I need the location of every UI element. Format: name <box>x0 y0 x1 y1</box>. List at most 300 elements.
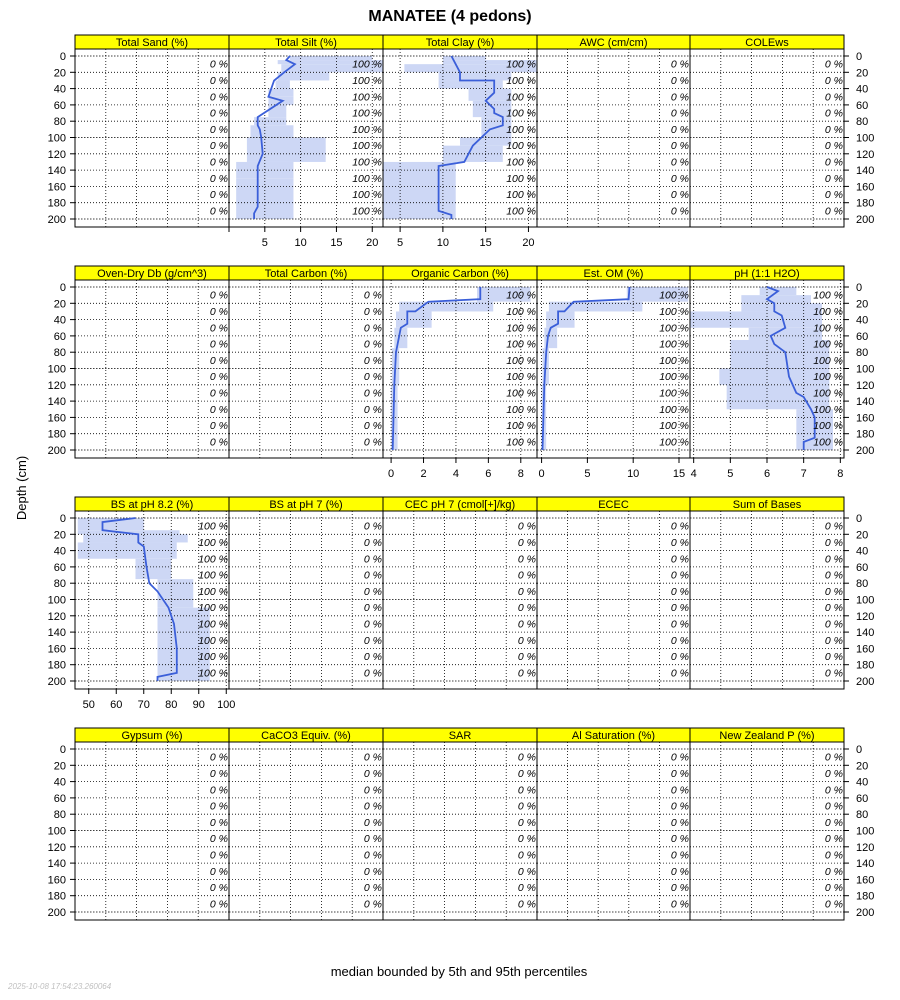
pct-label: 100 % <box>506 107 536 120</box>
chart-title: MANATEE (4 pedons) <box>368 8 532 25</box>
percentile-band <box>276 80 290 88</box>
pct-label: 0 % <box>209 205 228 218</box>
pct-label: 0 % <box>824 107 843 120</box>
panel-strip-label: Total Clay (%) <box>425 37 495 49</box>
x-tick-label: 15 <box>330 237 343 249</box>
panel-frame <box>75 49 229 227</box>
panel-frame <box>383 511 537 689</box>
depth-tick-label: 100 <box>47 363 66 376</box>
pct-label: 0 % <box>209 833 228 846</box>
pct-label: 0 % <box>824 585 843 598</box>
percentile-band <box>443 56 486 60</box>
pct-label: 0 % <box>363 305 382 318</box>
x-tick-label: 4 <box>452 468 460 480</box>
panel-frame <box>229 742 383 920</box>
pct-label: 0 % <box>670 536 689 549</box>
pct-label: 0 % <box>363 354 382 367</box>
depth-tick-label: 100 <box>47 594 66 607</box>
pct-label: 0 % <box>209 338 228 351</box>
panel-4 <box>690 35 874 227</box>
pct-label: 0 % <box>824 172 843 185</box>
depth-tick-label: 180 <box>47 659 66 672</box>
pct-label: 100 % <box>659 305 689 318</box>
pct-label: 0 % <box>824 74 843 87</box>
x-tick-label: 60 <box>110 699 123 711</box>
depth-tick-label: 140 <box>47 396 66 409</box>
pct-label: 0 % <box>670 784 689 797</box>
pct-label: 0 % <box>363 569 382 582</box>
pct-label: 0 % <box>670 898 689 911</box>
pct-label: 0 % <box>363 849 382 862</box>
percentile-band <box>741 295 811 303</box>
x-tick-label: 5 <box>261 237 268 249</box>
pct-label: 100 % <box>198 585 228 598</box>
depth-tick-label: 100 <box>856 363 875 376</box>
x-tick-label: 8 <box>837 468 844 480</box>
depth-tick-label: 80 <box>856 347 869 360</box>
pct-label: 0 % <box>824 602 843 615</box>
pct-label: 100 % <box>813 403 843 416</box>
panel-strip-label: CaCO3 Equiv. (%) <box>261 730 351 742</box>
panel-frame <box>537 742 690 920</box>
percentile-band <box>268 89 293 97</box>
pct-label: 100 % <box>506 403 536 416</box>
depth-tick-label: 80 <box>856 809 869 822</box>
pct-label: 0 % <box>209 289 228 302</box>
depth-tick-label: 140 <box>47 165 66 178</box>
pct-label: 0 % <box>824 651 843 664</box>
pct-label: 0 % <box>363 602 382 615</box>
depth-tick-label: 140 <box>856 396 875 409</box>
pct-label: 100 % <box>506 420 536 433</box>
pct-label: 0 % <box>670 123 689 136</box>
pct-label: 100 % <box>506 58 536 71</box>
pct-label: 100 % <box>659 436 689 449</box>
x-tick-label: 4 <box>690 468 697 480</box>
depth-tick-label: 160 <box>856 412 875 425</box>
pct-label: 0 % <box>517 800 536 813</box>
percentile-band <box>741 303 822 311</box>
depth-tick-label: 140 <box>47 858 66 871</box>
pct-label: 100 % <box>352 123 382 136</box>
pct-label: 0 % <box>209 816 228 829</box>
depth-tick-label: 120 <box>856 610 875 623</box>
depth-tick-label: 80 <box>53 347 66 360</box>
pct-label: 100 % <box>506 387 536 400</box>
pct-label: 0 % <box>670 520 689 533</box>
pct-label: 0 % <box>670 833 689 846</box>
panel-17 <box>383 728 537 920</box>
x-tick-label: 7 <box>800 468 807 480</box>
depth-tick-label: 20 <box>53 67 66 80</box>
depth-tick-label: 140 <box>856 627 875 640</box>
pct-label: 0 % <box>824 520 843 533</box>
pct-label: 0 % <box>363 751 382 764</box>
percentile-band <box>83 534 188 542</box>
pct-label: 0 % <box>209 800 228 813</box>
panel-strip-label: Est. OM (%) <box>583 268 644 280</box>
pct-label: 100 % <box>352 189 382 202</box>
pct-label: 0 % <box>824 618 843 631</box>
depth-tick-label: 40 <box>856 83 869 96</box>
depth-tick-label: 120 <box>856 841 875 854</box>
pct-label: 0 % <box>824 569 843 582</box>
depth-tick-label: 160 <box>856 181 875 194</box>
panel-strip-label: New Zealand P (%) <box>719 730 815 742</box>
panel-19 <box>690 728 874 920</box>
x-tick-label: 10 <box>627 468 640 480</box>
pct-label: 0 % <box>824 156 843 169</box>
pct-label: 0 % <box>209 74 228 87</box>
pct-label: 100 % <box>198 618 228 631</box>
panel-strip-label: SAR <box>448 730 472 742</box>
x-tick-label: 20 <box>366 237 379 249</box>
panel-frame <box>75 280 229 458</box>
depth-tick-label: 60 <box>856 330 869 343</box>
pct-label: 0 % <box>209 751 228 764</box>
pct-label: 0 % <box>363 634 382 647</box>
pct-label: 0 % <box>824 882 843 895</box>
pct-label: 0 % <box>824 800 843 813</box>
x-tick-label: 5 <box>584 468 591 480</box>
pct-label: 0 % <box>517 816 536 829</box>
pct-label: 0 % <box>670 634 689 647</box>
pct-label: 100 % <box>198 602 228 615</box>
pct-label: 0 % <box>363 833 382 846</box>
panel-frame <box>383 742 537 920</box>
depth-tick-label: 140 <box>47 627 66 640</box>
depth-tick-label: 180 <box>856 428 875 441</box>
percentile-band <box>136 559 172 579</box>
panel-strip-label: Gypsum (%) <box>121 730 183 742</box>
percentile-band <box>278 72 330 80</box>
pct-label: 100 % <box>506 140 536 153</box>
pct-label: 100 % <box>506 371 536 384</box>
x-tick-label: 70 <box>137 699 150 711</box>
panel-frame <box>229 511 383 689</box>
panel-12 <box>383 497 537 689</box>
percentile-band <box>254 117 286 125</box>
pct-label: 0 % <box>209 898 228 911</box>
depth-tick-label: 0 <box>59 744 66 756</box>
depth-tick-label: 180 <box>856 890 875 903</box>
pct-label: 0 % <box>363 898 382 911</box>
pct-label: 0 % <box>670 882 689 895</box>
depth-tick-label: 200 <box>856 445 875 457</box>
pct-label: 0 % <box>670 156 689 169</box>
panel-15 <box>48 728 229 920</box>
panel-strip-label: COLEws <box>745 37 789 49</box>
panel-11 <box>229 497 383 689</box>
pct-label: 0 % <box>363 420 382 433</box>
pct-label: 0 % <box>209 123 228 136</box>
panel-8 <box>537 266 690 480</box>
depth-tick-label: 160 <box>47 181 66 194</box>
pct-label: 0 % <box>670 800 689 813</box>
depth-tick-label: 0 <box>856 51 863 63</box>
depth-tick-label: 120 <box>856 379 875 392</box>
pct-label: 100 % <box>813 371 843 384</box>
pct-label: 0 % <box>363 536 382 549</box>
pct-label: 0 % <box>517 784 536 797</box>
pct-label: 0 % <box>824 816 843 829</box>
depth-tick-label: 100 <box>47 132 66 145</box>
x-tick-label: 6 <box>763 468 771 480</box>
pct-label: 0 % <box>363 338 382 351</box>
panel-16 <box>229 728 383 920</box>
pct-label: 0 % <box>824 123 843 136</box>
panel-strip-label: Sum of Bases <box>732 499 802 511</box>
pct-label: 0 % <box>824 140 843 153</box>
pct-label: 0 % <box>824 553 843 566</box>
pct-label: 0 % <box>824 205 843 218</box>
panel-frame <box>690 511 844 689</box>
depth-tick-label: 100 <box>47 825 66 838</box>
pct-label: 0 % <box>517 898 536 911</box>
pct-label: 0 % <box>517 520 536 533</box>
pct-label: 100 % <box>813 387 843 400</box>
x-tick-label: 8 <box>517 468 524 480</box>
percentile-band <box>549 302 642 312</box>
pct-label: 0 % <box>209 371 228 384</box>
pct-label: 0 % <box>209 849 228 862</box>
depth-tick-label: 180 <box>47 197 66 210</box>
pct-label: 0 % <box>824 58 843 71</box>
percentile-band <box>439 72 512 80</box>
pct-label: 0 % <box>363 667 382 680</box>
pct-label: 0 % <box>209 354 228 367</box>
pct-label: 0 % <box>670 553 689 566</box>
pct-label: 0 % <box>670 767 689 780</box>
depth-tick-label: 0 <box>59 282 66 294</box>
depth-tick-label: 140 <box>856 165 875 178</box>
depth-tick-label: 20 <box>53 760 66 773</box>
pct-label: 100 % <box>506 74 536 87</box>
depth-tick-label: 100 <box>856 594 875 607</box>
depth-tick-label: 160 <box>856 643 875 656</box>
pct-label: 0 % <box>209 865 228 878</box>
pct-label: 0 % <box>824 767 843 780</box>
pct-label: 0 % <box>670 585 689 598</box>
depth-tick-label: 60 <box>53 792 66 805</box>
pct-label: 0 % <box>824 189 843 202</box>
depth-tick-label: 80 <box>53 578 66 591</box>
panel-strip-label: pH (1:1 H2O) <box>734 268 800 280</box>
panel-frame <box>229 280 383 458</box>
pct-label: 0 % <box>670 865 689 878</box>
pct-label: 0 % <box>517 585 536 598</box>
panel-strip-label: Total Sand (%) <box>115 37 189 49</box>
pct-label: 100 % <box>198 553 228 566</box>
x-tick-label: 20 <box>522 237 535 249</box>
percentile-band <box>383 162 456 219</box>
pct-label: 0 % <box>363 322 382 335</box>
pct-label: 100 % <box>659 420 689 433</box>
depth-tick-label: 200 <box>47 907 66 919</box>
pct-label: 0 % <box>670 140 689 153</box>
depth-tick-label: 40 <box>53 314 66 327</box>
depth-tick-label: 180 <box>47 428 66 441</box>
percentile-band <box>78 518 144 530</box>
pct-label: 0 % <box>209 882 228 895</box>
pct-label: 0 % <box>363 784 382 797</box>
pct-label: 100 % <box>659 403 689 416</box>
depth-tick-label: 20 <box>53 529 66 542</box>
pct-label: 0 % <box>209 172 228 185</box>
depth-tick-label: 20 <box>856 529 869 542</box>
depth-tick-label: 80 <box>856 578 869 591</box>
pct-label: 0 % <box>363 553 382 566</box>
pct-label: 0 % <box>824 634 843 647</box>
panel-9 <box>690 266 874 480</box>
pct-label: 100 % <box>198 536 228 549</box>
pct-label: 0 % <box>824 849 843 862</box>
pct-label: 0 % <box>824 833 843 846</box>
depth-tick-label: 80 <box>53 116 66 129</box>
panel-3 <box>537 35 690 227</box>
pct-label: 100 % <box>506 172 536 185</box>
pct-label: 100 % <box>352 156 382 169</box>
depth-tick-label: 40 <box>856 545 869 558</box>
pct-label: 100 % <box>352 107 382 120</box>
pct-label: 100 % <box>352 140 382 153</box>
depth-tick-label: 20 <box>53 298 66 311</box>
x-tick-label: 10 <box>294 237 307 249</box>
depth-tick-label: 200 <box>47 445 66 457</box>
panel-strip-label: AWC (cm/cm) <box>579 37 648 49</box>
pct-label: 0 % <box>670 816 689 829</box>
pct-label: 0 % <box>209 767 228 780</box>
percentile-band <box>749 328 822 340</box>
pct-label: 0 % <box>824 751 843 764</box>
pct-label: 0 % <box>517 865 536 878</box>
depth-tick-label: 0 <box>59 513 66 525</box>
pct-label: 0 % <box>363 371 382 384</box>
pct-label: 0 % <box>209 189 228 202</box>
pct-label: 100 % <box>506 205 536 218</box>
pct-label: 0 % <box>517 602 536 615</box>
pct-label: 0 % <box>363 816 382 829</box>
x-tick-label: 100 <box>217 699 236 711</box>
percentile-band <box>443 146 503 162</box>
pct-label: 0 % <box>670 569 689 582</box>
depth-tick-label: 60 <box>856 99 869 112</box>
pct-label: 0 % <box>363 651 382 664</box>
pct-label: 0 % <box>209 784 228 797</box>
panel-frame <box>537 511 690 689</box>
pct-label: 100 % <box>813 338 843 351</box>
panel-10 <box>48 497 236 711</box>
panel-strip-label: ECEC <box>598 499 629 511</box>
panel-7 <box>383 266 537 480</box>
pct-label: 0 % <box>670 667 689 680</box>
pct-label: 0 % <box>670 618 689 631</box>
panel-strip-label: Organic Carbon (%) <box>411 268 509 280</box>
percentile-band <box>78 542 177 558</box>
depth-tick-label: 60 <box>856 561 869 574</box>
depth-tick-label: 100 <box>856 132 875 145</box>
pct-label: 0 % <box>209 387 228 400</box>
depth-tick-label: 180 <box>856 659 875 672</box>
pct-label: 0 % <box>517 849 536 862</box>
pct-label: 0 % <box>209 107 228 120</box>
depth-tick-label: 100 <box>856 825 875 838</box>
panel-strip-label: Total Silt (%) <box>275 37 337 49</box>
depth-tick-label: 180 <box>47 890 66 903</box>
pct-label: 100 % <box>506 123 536 136</box>
pct-label: 0 % <box>517 634 536 647</box>
pct-label: 0 % <box>824 898 843 911</box>
depth-tick-label: 40 <box>856 776 869 789</box>
pct-label: 0 % <box>670 849 689 862</box>
panel-1 <box>229 35 383 249</box>
pct-label: 100 % <box>198 667 228 680</box>
pct-label: 0 % <box>363 387 382 400</box>
pct-label: 0 % <box>670 189 689 202</box>
pct-label: 100 % <box>813 436 843 449</box>
pct-label: 0 % <box>363 585 382 598</box>
depth-tick-label: 120 <box>856 148 875 161</box>
pct-label: 100 % <box>352 74 382 87</box>
pct-label: 100 % <box>659 338 689 351</box>
pct-label: 100 % <box>198 520 228 533</box>
depth-tick-label: 80 <box>53 809 66 822</box>
pct-label: 0 % <box>670 751 689 764</box>
pct-label: 0 % <box>209 420 228 433</box>
pct-label: 100 % <box>506 322 536 335</box>
panel-strip-label: BS at pH 8.2 (%) <box>110 499 194 511</box>
percentile-band <box>460 138 511 146</box>
pct-label: 0 % <box>209 322 228 335</box>
pct-label: 100 % <box>506 91 536 104</box>
pct-label: 0 % <box>363 767 382 780</box>
depth-tick-label: 120 <box>47 379 66 392</box>
panel-frame <box>690 742 844 920</box>
pct-label: 100 % <box>352 91 382 104</box>
depth-tick-label: 200 <box>856 676 875 688</box>
depth-tick-label: 20 <box>856 67 869 80</box>
x-tick-label: 15 <box>672 468 686 480</box>
depth-tick-label: 40 <box>856 314 869 327</box>
depth-tick-label: 180 <box>856 197 875 210</box>
pct-label: 100 % <box>506 156 536 169</box>
pct-label: 0 % <box>363 520 382 533</box>
panel-0 <box>48 35 229 227</box>
pct-label: 100 % <box>506 189 536 202</box>
depth-tick-label: 160 <box>47 874 66 887</box>
percentile-band <box>250 125 293 137</box>
pct-label: 100 % <box>813 305 843 318</box>
pct-label: 0 % <box>517 553 536 566</box>
x-tick-label: 6 <box>485 468 492 480</box>
pct-label: 0 % <box>517 651 536 664</box>
pct-label: 0 % <box>363 289 382 302</box>
depth-tick-label: 60 <box>856 792 869 805</box>
x-tick-label: 0 <box>538 468 545 480</box>
panel-13 <box>537 497 690 689</box>
pct-label: 0 % <box>363 882 382 895</box>
depth-tick-label: 200 <box>47 214 66 226</box>
pct-label: 0 % <box>670 602 689 615</box>
pct-label: 0 % <box>209 58 228 71</box>
percentile-band <box>247 138 326 162</box>
pct-label: 100 % <box>352 172 382 185</box>
pct-label: 100 % <box>352 58 382 71</box>
x-tick-label: 90 <box>192 699 205 711</box>
depth-tick-label: 200 <box>856 907 875 919</box>
pct-label: 0 % <box>209 140 228 153</box>
pct-label: 100 % <box>813 289 843 302</box>
